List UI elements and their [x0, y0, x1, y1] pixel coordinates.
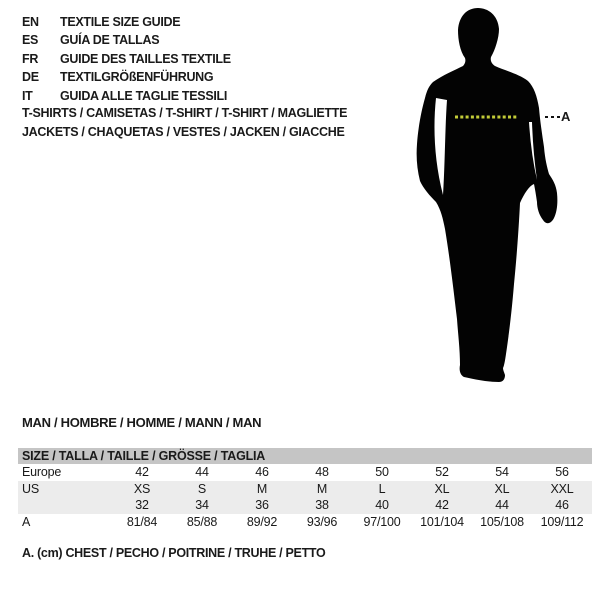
- section-title-man: MAN / HOMBRE / HOMME / MANN / MAN: [22, 415, 262, 430]
- cell-europe-6: 52: [435, 465, 449, 479]
- legend-row-it: [22, 87, 231, 105]
- cell-europe-1: 42: [135, 465, 149, 479]
- table-row-chest-a: [18, 514, 592, 531]
- cell-r3-4: 38: [315, 498, 329, 512]
- row-label-a: A: [22, 514, 31, 529]
- cell-us-4: M: [316, 481, 328, 496]
- cell-r3-2: 34: [195, 498, 209, 512]
- row-label-blank: [18, 497, 112, 514]
- cell-us-2: S: [197, 481, 207, 496]
- table-row-uk: [18, 497, 592, 514]
- cell-a-8: 109/112: [540, 514, 584, 529]
- size-table-header: SIZE / TALLA / TAILLE / GRÖSSE / TAGLIA: [18, 448, 592, 464]
- lang-code-fr: FR: [22, 51, 39, 66]
- man-silhouette-figure: [403, 4, 600, 398]
- cell-r3-6: 42: [435, 498, 449, 512]
- cell-r3-5: 40: [375, 498, 389, 512]
- cell-europe-8: 56: [555, 465, 569, 479]
- legend-row-en: [22, 13, 231, 31]
- table-row-us: [18, 481, 592, 498]
- cell-r3-1: 32: [135, 498, 149, 512]
- lang-label-es: GUÍA DE TALLAS: [60, 33, 160, 48]
- row-label-europe: Europe: [22, 465, 62, 479]
- lang-code-en: EN: [22, 15, 39, 29]
- lang-label-it: GUIDA ALLE TAGLIE TESSILI: [60, 88, 228, 103]
- cell-r3-8: 46: [555, 498, 569, 512]
- lang-code-it: IT: [22, 88, 33, 103]
- cell-r3-7: 44: [495, 498, 509, 512]
- lang-code-es: ES: [22, 33, 39, 48]
- man-silhouette: [417, 8, 558, 382]
- garment-categories: [22, 104, 347, 141]
- legend-row-de: [22, 68, 231, 86]
- cell-europe-4: 48: [315, 465, 329, 479]
- cell-a-2: 85/88: [186, 514, 218, 529]
- legend-row-es: [22, 31, 231, 49]
- cell-a-3: 89/92: [246, 514, 278, 529]
- cell-europe-7: 54: [495, 465, 509, 479]
- cell-a-7: 105/108: [480, 514, 524, 529]
- cell-a-1: 81/84: [126, 514, 158, 529]
- table-row-europe: [18, 464, 592, 481]
- cell-us-7: XL: [494, 481, 510, 496]
- cell-europe-2: 44: [195, 465, 209, 479]
- cell-a-6: 101/104: [420, 514, 464, 529]
- cell-us-6: XL: [434, 481, 450, 496]
- cell-a-5: 97/100: [363, 514, 401, 529]
- cell-us-1: XS: [133, 481, 151, 496]
- size-table: [18, 448, 592, 530]
- lang-label-fr: GUIDE DES TAILLES TEXTILE: [60, 51, 231, 66]
- cell-r3-3: 36: [255, 498, 269, 512]
- cell-us-8: XXL: [550, 481, 574, 496]
- row-label-us: US: [22, 481, 39, 496]
- cell-europe-3: 46: [255, 465, 269, 479]
- category-jackets: JACKETS / CHAQUETAS / VESTES / JACKEN / GIACCHE: [22, 124, 345, 139]
- lang-label-de: TEXTILGRÖßENFÜHRUNG: [60, 70, 214, 85]
- measure-label-a: A: [561, 109, 571, 124]
- category-tshirts: T-SHIRTS / CAMISETAS / T-SHIRT / T-SHIRT / MAGLIETTE: [22, 106, 348, 120]
- language-legend: [22, 13, 231, 105]
- lang-code-de: DE: [22, 70, 39, 85]
- legend-row-fr: [22, 50, 231, 68]
- cell-europe-5: 50: [375, 465, 389, 479]
- cell-a-4: 93/96: [306, 514, 338, 529]
- lang-label-en: TEXTILE SIZE GUIDE: [60, 15, 181, 29]
- footnote-chest: A. (cm) CHEST / PECHO / POITRINE / TRUHE / PETTO: [22, 546, 326, 560]
- cell-us-5: L: [378, 481, 386, 496]
- cell-us-3: M: [256, 481, 268, 496]
